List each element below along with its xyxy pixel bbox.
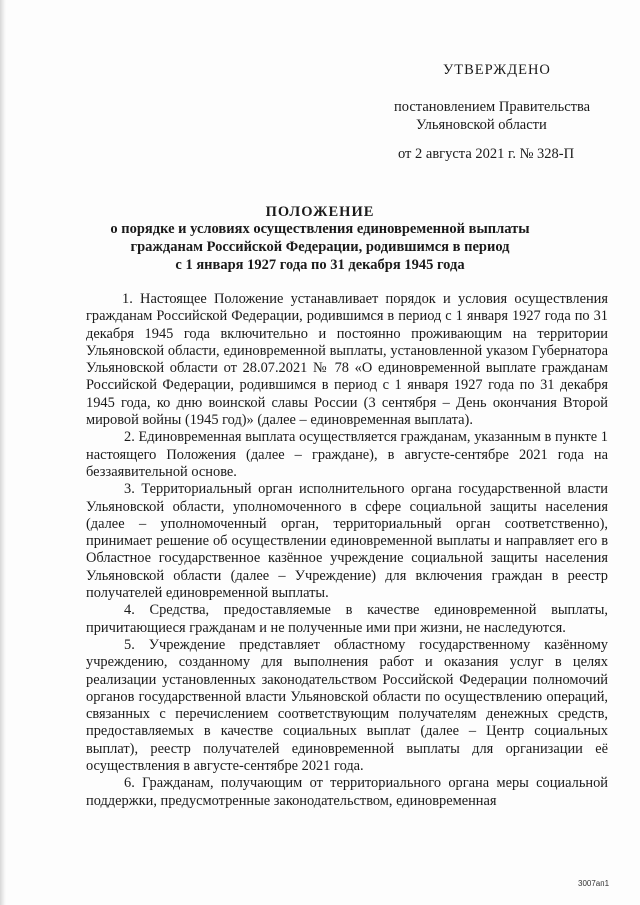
approval-line-3: от 2 августа 2021 г. № 328-П <box>398 146 575 162</box>
document-subtitle-line-2: гражданам Российской Федерации, родившимся в период <box>130 239 510 255</box>
approval-line-2: Ульяновской области <box>416 117 547 133</box>
document-subtitle-line-3: с 1 января 1927 года по 31 декабря 1945 года <box>175 257 465 273</box>
paragraph-4: 4. Средства, предоставляемые в качестве единовременной выплаты, причитающиеся гражданам и не полученные ими при жизни, не наследуются. <box>86 602 608 636</box>
paragraph-1: 1. Настоящее Положение устанавливает порядок и условия осуществления гражданам Российской Федерации, родившимся в период с 1 января 1927 года по 31 декабря 1945 года включительно и постоянно проживающим на территории Ульяновской области, единовременной выплаты, установленной указом Губернатора Ульяновской области от 28.07.2021 № 78 «О единовременной выплате гражданам Российской Федерации, родившимся в период с 1 января 1927 года по 31 декабря 1945 года, ко дню воинской славы России (3 сентября – День окончания Второй мировой войны (1945 год)» (далее – единовременная выплата). <box>86 291 608 429</box>
paragraph-6: 6. Гражданам, получающим от территориального органа меры социальной поддержки, предусмотренные законодательством, единовременная <box>86 775 608 809</box>
paragraph-3: 3. Территориальный орган исполнительного органа государственной власти Ульяновской области, уполномоченного в сфере социальной защиты населения (далее – уполномоченный орган, территориальный орган соответственно), принимает решение об осуществлении единовременной выплаты и направляет его в Областное государственное казённое учреждение социальной защиты населения Ульяновской области (далее – Учреждение) для включения граждан в реестр получателей единовременной выплаты. <box>86 481 608 602</box>
paragraph-2: 2. Единовременная выплата осуществляется гражданам, указанным в пункте 1 настоящего Положения (далее – граждане), в августе-сентябре 2021 года на беззаявительной основе. <box>86 429 608 480</box>
document-body <box>86 291 608 810</box>
approval-heading: УТВЕРЖДЕНО <box>443 62 551 78</box>
approval-line-1: постановлением Правительства <box>394 99 591 115</box>
scan-edge-shadow <box>0 0 6 905</box>
document-title: ПОЛОЖЕНИЕ <box>265 204 375 220</box>
document-subtitle-line-1: о порядке и условиях осуществления единовременной выплаты <box>110 221 530 237</box>
paragraph-5: 5. Учреждение представляет областному государственному казённому учреждению, созданному для выполнения работ и оказания услуг в целях реализации установленных законодательством Российской Федерации полномочий органов государственной власти Ульяновской области по осуществлению операций, связанных с перечислением соответствующим получателям денежных средств, предоставляемых в качестве социальных выплат (далее – Центр социальных выплат), реестр получателей единовременной выплаты для организации её осуществления в августе-сентябре 2021 года. <box>86 636 608 775</box>
document-code: 3007ап1 <box>578 879 610 888</box>
